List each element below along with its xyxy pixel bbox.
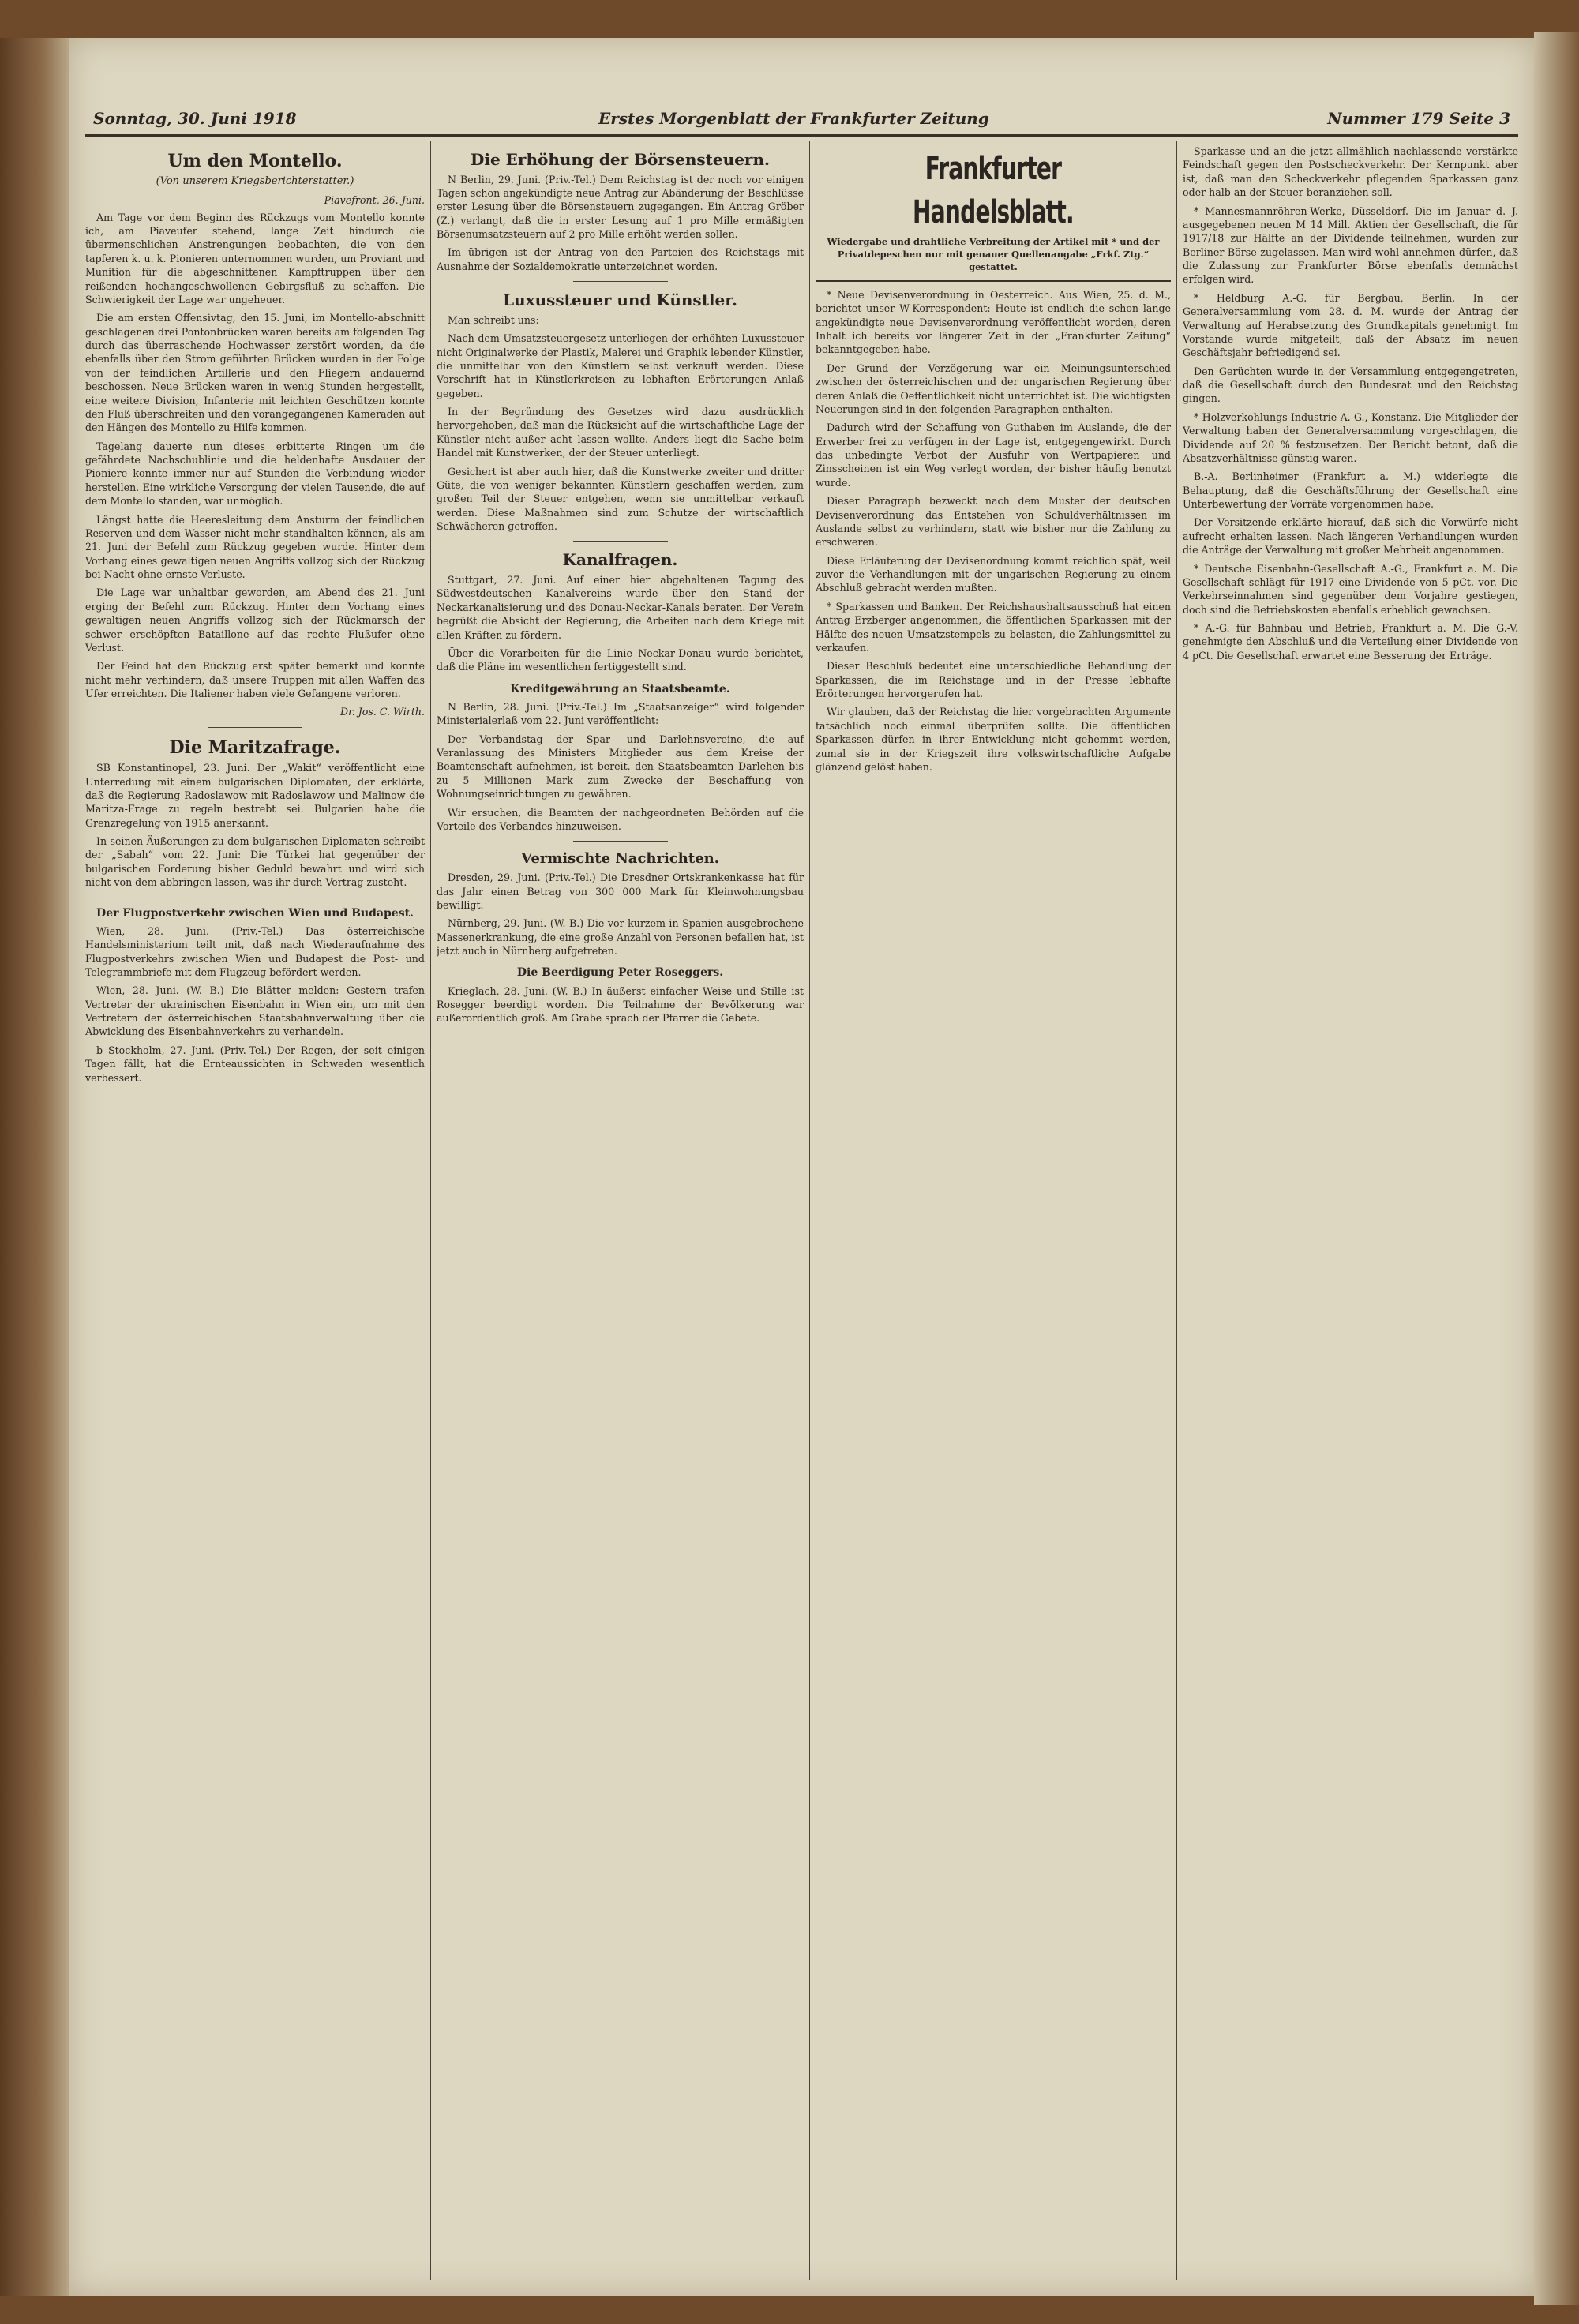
article-paragraph: Der Verbandstag der Spar- und Darlehnsvereine, die auf Veranlassung des Ministers Mitglieder aus dem Kreise der Beamtenschaft aufnehmen, ist bereit, den Staatsbeamten Darlehen bis zu 5 Millionen Mark zum Zwecke der Beschaffung von Wohnungseinrichtungen zu gewähren. <box>437 733 804 800</box>
article-paragraph: Wien, 28. Juni. (W. B.) Die Blätter melden: Gestern trafen Vertreter der ukrainischen Eisenbahn in Wien ein, um mit den Vertretern der österreichischen Staatsbahnverwaltung über die Abwicklung des Eisenbahnverkehrs zu verhandeln. <box>85 984 425 1038</box>
article-paragraph: Dieser Paragraph bezweckt nach dem Muster der deutschen Devisenverordnung das Entstehen von Schuldverhältnissen im Auslande selbst zu verhindern, statt wie bisher nur die Zahlung zu erschweren. <box>816 495 1171 549</box>
article-headline: Kreditgewährung an Staatsbeamte. <box>510 682 730 695</box>
article-paragraph: Wien, 28. Juni. (Priv.-Tel.) Das österreichische Handelsministerium teilt mit, daß nach Wiederaufnahme des Flugpostverkehrs zwischen Wien und Budapest die Post- und Telegrammbriefe mit dem Flugzeug befördert werden. <box>85 924 425 978</box>
article-paragraph: * Sparkassen und Banken. Der Reichshaushaltsausschuß hat einen Antrag Erzberger angenommen, die öffentlichen Sparkassen mit der Hälfte des neuen Umsatzstempels zu belasten, die Zahlungsmittel zu verkaufen. <box>816 600 1171 654</box>
article-paragraph: Der Feind hat den Rückzug erst später bemerkt und konnte nicht mehr verhindern, daß unsere Truppen mit allen Waffen das Ufer erreichten. Die Italiener haben viele Gefangene verloren. <box>85 660 425 700</box>
article-paragraph: N Berlin, 29. Juni. (Priv.-Tel.) Dem Reichstag ist der noch vor einigen Tagen schon angekündigte neue Antrag zur Abänderung der Beschlüsse erster Lesung über die Börsensteuern zugegangen. Ein Antrag Gröber (Z.) verlangt, daß die in erster Lesung auf 1 pro Mille ermäßigten Börsenumsatzsteuern auf 2 pro Mille erhöht werden sollen. <box>437 173 804 241</box>
article-headline: Vermischte Nachrichten. <box>521 850 719 868</box>
article-paragraph: Dadurch wird der Schaffung von Guthaben im Auslande, die der Erwerber frei zu verfügen in der Lage ist, entgegengewirkt. Durch das unbedingte Verbot der Ausfuhr von Wertpapieren und Zinsscheinen ist ein Weg verlegt worden, der bisher häufig benutzt wurde. <box>816 422 1171 489</box>
article-paragraph: N Berlin, 28. Juni. (Priv.-Tel.) Im „Staatsanzeiger“ wird folgender Ministerialerlaß vom 22. Juni veröffentlicht: <box>437 700 804 727</box>
article-paragraph: Nürnberg, 29. Juni. (W. B.) Die vor kurzem in Spanien ausgebrochene Massenerkrankung, die eine große Anzahl von Personen befallen hat, ist jetzt auch in Nürnberg aufgetreten. <box>437 917 804 958</box>
running-head-number: Nummer 179 Seite 3 <box>1327 109 1510 128</box>
article-paragraph: * Heldburg A.-G. für Bergbau, Berlin. In der Generalversammlung vom 28. d. M. wurde der Antrag der Verwaltung auf Herabsetzung des Grundkapitals genehmigt. Im Vorstande wurde mitgeteilt, daß der Absatz im neuen Geschäftsjahr befriedigend sei. <box>1183 291 1518 359</box>
article-paragraph: * Mannesmannröhren-Werke, Düsseldorf. Die im Januar d. J. ausgegebenen neuen M 14 Mill. Aktien der Gesellschaft, die für 1917/18 zur Hälfte an der Dividende teilnehmen, wurden zur Berliner Börse zugelassen. Man wird wohl annehmen dürfen, daß die Zulassung zur Frankfurter Börse ebenfalls demnächst erfolgen wird. <box>1183 204 1518 286</box>
column-divider <box>1176 141 1177 2280</box>
running-head-date: Sonntag, 30. Juni 1918 <box>93 109 297 128</box>
article-paragraph: Die Lage war unhaltbar geworden, am Abend des 21. Juni erging der Befehl zum Rückzug. Hinter dem Vorhang eines gewaltigen neuen Angriffs vollzog sich der Rückmarsch der schwer erschöpften Bataillone auf das rechte Flußufer ohne Verlust. <box>85 587 425 654</box>
article-paragraph: Die am ersten Offensivtag, den 15. Juni, im Montello-abschnitt geschlagenen drei Pontonbrücken waren bereits am folgenden Tag durch das überraschende Hochwasser zerstört worden, da die ebenfalls über den Strom geführten Brücken wurden in der Folge von der feindlichen Artillerie und den Fliegern andauernd beschossen. Neue Brücken waren in wenig Stunden hergestellt, eine weitere Division, Infanterie mit leichten Geschützen konnte den Fluß überschreiten und den vorangegangenen Kameraden auf den Hängen des Montello zu Hilfe kommen. <box>85 312 425 434</box>
article-paragraph: Krieglach, 28. Juni. (W. B.) In äußerst einfacher Weise und Stille ist Rosegger beerdigt worden. Die Teilnahme der Bevölkerung war außerordentlich groß. Am Grabe sprach der Pfarrer die Gebete. <box>437 984 804 1025</box>
article-paragraph: Längst hatte die Heeresleitung dem Ansturm der feindlichen Reserven und dem Wasser nicht mehr standhalten können, als am 21. Juni der Befehl zum Rückzug gegeben wurde. Hinter dem Vorhang eines gewaltigen neuen Angriffs vollzog sich der Rückzug bei Nacht ohne ernste Verluste. <box>85 513 425 581</box>
article-headline: Der Flugpostverkehr zwischen Wien und Budapest. <box>96 906 414 920</box>
separator <box>573 841 668 842</box>
separator <box>573 541 668 542</box>
article-headline: Luxussteuer und Künstler. <box>503 290 737 310</box>
article-dateline: Piavefront, 26. Juni. <box>324 194 425 207</box>
article-paragraph: * Neue Devisenverordnung in Oesterreich. Aus Wien, 25. d. M., berichtet unser W-Korrespondent: Heute ist endlich die schon lange angekündigte neue Devisenverordnung veröffentlicht worden, deren Inhalt ich bereits vor längerer Zeit in der „Frankfurter Zeitung“ bekanntgegeben habe. <box>816 288 1171 356</box>
article-paragraph: Im übrigen ist der Antrag von den Parteien des Reichstags mit Ausnahme der Sozialdemokratie unterzeichnet worden. <box>437 246 804 272</box>
column-3 <box>816 144 1171 2276</box>
article-headline: Kanalfragen. <box>562 550 678 570</box>
masthead-rule <box>816 280 1171 282</box>
article-paragraph: * Holzverkohlungs-Industrie A.-G., Konstanz. Die Mitglieder der Verwaltung haben der Generalversammlung vorgeschlagen, die Dividende auf 20 % festzusetzen. Der Bericht betont, daß die Absatzverhältnisse günstig waren. <box>1183 410 1518 464</box>
article-paragraph: Man schreibt uns: <box>448 313 539 326</box>
article-paragraph: * A.-G. für Bahnbau und Betrieb, Frankfurt a. M. Die G.-V. genehmigte den Abschluß und die Verteilung einer Dividende von 4 pCt. Die Gesellschaft erwartet eine Besserung der Erträge. <box>1183 622 1518 662</box>
article-paragraph: Sparkasse und an die jetzt allmählich nachlassende verstärkte Feindschaft gegen den Postscheckverkehr. Der Kernpunkt aber ist, daß man den Scheckverkehr pflegenden Sparkassen ganz oder halb an der Steuer beranziehen soll. <box>1183 145 1518 199</box>
separator <box>573 281 668 282</box>
article-paragraph: Den Gerüchten wurde in der Versammlung entgegengetreten, daß die Gesellschaft durch den Bundesrat und den Reichstag gingen. <box>1183 365 1518 405</box>
column-divider <box>809 141 810 2280</box>
separator <box>208 727 302 728</box>
section-masthead: Frankfurter Handelsblatt. <box>913 151 1074 231</box>
article-paragraph: Wir ersuchen, die Beamten der nachgeordneten Behörden auf die Vorteile des Verbandes hinzuweisen. <box>437 806 804 832</box>
article-paragraph: In seinen Äußerungen zu dem bulgarischen Diplomaten schreibt der „Sabah“ vom 22. Juni: Die Türkei hat gegenüber der bulgarischen Forderung bisher Geduld bewahrt und wird sich nicht von dem abbringen lassen, was ihr durch Vertrag zusteht. <box>85 835 425 889</box>
article-paragraph: Diese Erläuterung der Devisenordnung kommt reichlich spät, weil zuvor die Verhandlungen mit der ungarischen Regierung zu einem Abschluß gebracht werden mußten. <box>816 554 1171 594</box>
article-paragraph: Am Tage vor dem Beginn des Rückzugs vom Montello konnte ich, am Piaveufer stehend, lange Zeit hindurch die übermenschlichen Anstrengungen beobachten, die von den tapferen k. u. k. Pionieren unternommen wurden, um Proviant und Munition für die abgeschnittenen Kampftruppen über den reißenden hochangeschwollenen Gebirgsfluß zu schaffen. Die Schwierigkeit der Lage war ungeheuer. <box>85 211 425 305</box>
article-paragraph: Dresden, 29. Juni. (Priv.-Tel.) Die Dresdner Ortskrankenkasse hat für das Jahr einen Betrag von 300 000 Mark für Kleinwohnungsbau bewilligt. <box>437 872 804 911</box>
top-rule <box>85 134 1518 137</box>
article-headline: Die Erhöhung der Börsensteuern. <box>471 150 770 169</box>
column-1 <box>85 144 425 2276</box>
article-byline: Dr. Jos. C. Wirth. <box>340 706 425 718</box>
running-head-title: Erstes Morgenblatt der Frankfurter Zeitung <box>598 109 989 128</box>
article-paragraph: * Deutsche Eisenbahn-Gesellschaft A.-G., Frankfurt a. M. Die Gesellschaft schlägt für 1917 eine Dividende von 5 pCt. vor. Die Verkehrseinnahmen sind gegenüber dem Vorjahre gestiegen, doch sind die Betriebskosten ebenfalls erheblich gewachsen. <box>1183 562 1518 616</box>
article-paragraph: Wir glauben, daß der Reichstag die hier vorgebrachten Argumente tatsächlich noch einmal überprüfen sollte. Die öffentlichen Sparkassen dürfen in ihrer Entwicklung nicht gehemmt werden, zumal sie in der Kriegszeit ihre volkswirtschaftliche Aufgabe glänzend gelöst haben. <box>816 706 1171 773</box>
column-4 <box>1183 144 1518 2276</box>
column-2 <box>437 144 804 2276</box>
article-paragraph: Der Grund der Verzögerung war ein Meinungsunterschied zwischen der österreichischen und der ungarischen Regierung über deren Anlaß die Oeffentlichkeit nicht unterrichtet ist. Die wichtigsten Neuerungen sind in den folgenden Paragraphen enthalten. <box>816 362 1171 415</box>
article-headline: Um den Montello. <box>167 151 343 171</box>
article-paragraph: b Stockholm, 27. Juni. (Priv.-Tel.) Der Regen, der seit einigen Tagen fällt, hat die Ernteaussichten in Schweden wesentlich verbessert. <box>85 1044 425 1084</box>
article-paragraph: Gesichert ist aber auch hier, daß die Kunstwerke zweiter und dritter Güte, die von weniger bekannten Künstlern geschaffen werden, zum großen Teil der Steuer entgehen, wenn sie unmittelbar verkauft werden. Diese Maßnahmen sind zum Schutze der wirtschaftlich Schwächeren getroffen. <box>437 465 804 533</box>
article-paragraph: B.-A. Berlinheimer (Frankfurt a. M.) widerlegte die Behauptung, daß die Geschäftsführung der Gesellschaft eine Unterbewertung der Vorräte vorgenommen habe. <box>1183 470 1518 510</box>
article-paragraph: Dieser Beschluß bedeutet eine unterschiedliche Behandlung der Sparkassen, die im Reichstage und in der Presse lebhafte Erörterungen hervorgerufen hat. <box>816 660 1171 700</box>
column-divider <box>430 141 431 2280</box>
page-edge <box>1534 32 1579 2305</box>
article-paragraph: Über die Vorarbeiten für die Linie Neckar-Donau wurde berichtet, daß die Pläne im wesentlichen fertiggestellt sind. <box>437 647 804 673</box>
article-paragraph: Stuttgart, 27. Juni. Auf einer hier abgehaltenen Tagung des Südwestdeutschen Kanalvereins wurde über den Stand der Neckarkanalisierung und des Donau-Neckar-Kanals beraten. Der Verein begrüßt die Absicht der Regierung, die Arbeiten nach dem Kriege mit allen Kräften zu fördern. <box>437 574 804 641</box>
article-paragraph: Tagelang dauerte nun dieses erbitterte Ringen um die gefährdete Nachschublinie und die heldenhafte Ausdauer der Pioniere konnte immer nur auf Stunden die Verbindung wieder herstellen. Eine wirkliche Versorgung der vielen Tausende, die auf dem Montello standen, war unmöglich. <box>85 440 425 508</box>
article-paragraph: Nach dem Umsatzsteuergesetz unterliegen der erhöhten Luxussteuer nicht Originalwerke der Plastik, Malerei und Graphik lebender Künstler, die unmittelbar von den Künstlern selbst verkauft werden. Diese Vorschrift hat in Künstlerkreisen zu lebhaften Erörterungen Anlaß gegeben. <box>437 332 804 399</box>
article-paragraph: Der Vorsitzende erklärte hierauf, daß sich die Vorwürfe nicht aufrecht erhalten lassen. Nach längeren Verhandlungen wurden die Anträge der Verwaltung mit großer Mehrheit angenommen. <box>1183 516 1518 557</box>
book-binding <box>0 38 69 2296</box>
article-paragraph: SB Konstantinopel, 23. Juni. Der „Wakit“ veröffentlicht eine Unterredung mit einem bulgarischen Diplomaten, der erklärte, daß die Regierung Radoslawow mit Radoslawow und Malinow die Maritza-Frage zu regeln bestrebt sei. Bulgarien habe die Grenzregelung von 1915 anerkannt. <box>85 762 425 829</box>
article-headline: Die Beerdigung Peter Roseggers. <box>516 966 724 980</box>
article-headline: Die Maritzafrage. <box>169 737 341 758</box>
masthead-note: Wiedergabe und drahtliche Verbreitung der Artikel mit * und der Privatdepeschen nur mit genauer Quellenangabe „Frkf. Ztg.“ gestattet. <box>827 236 1160 273</box>
article-paragraph: In der Begründung des Gesetzes wird dazu ausdrücklich hervorgehoben, daß man die Rücksicht auf die wirtschaftliche Lage der Künstler nicht außer acht lassen wollte. Anders liegt die Sache beim Handel mit Kunstwerken, der der Steuer unterliegt. <box>437 406 804 459</box>
article-subline: (Von unserem Kriegsberichterstatter.) <box>156 175 354 188</box>
newspaper-page <box>69 38 1534 2296</box>
